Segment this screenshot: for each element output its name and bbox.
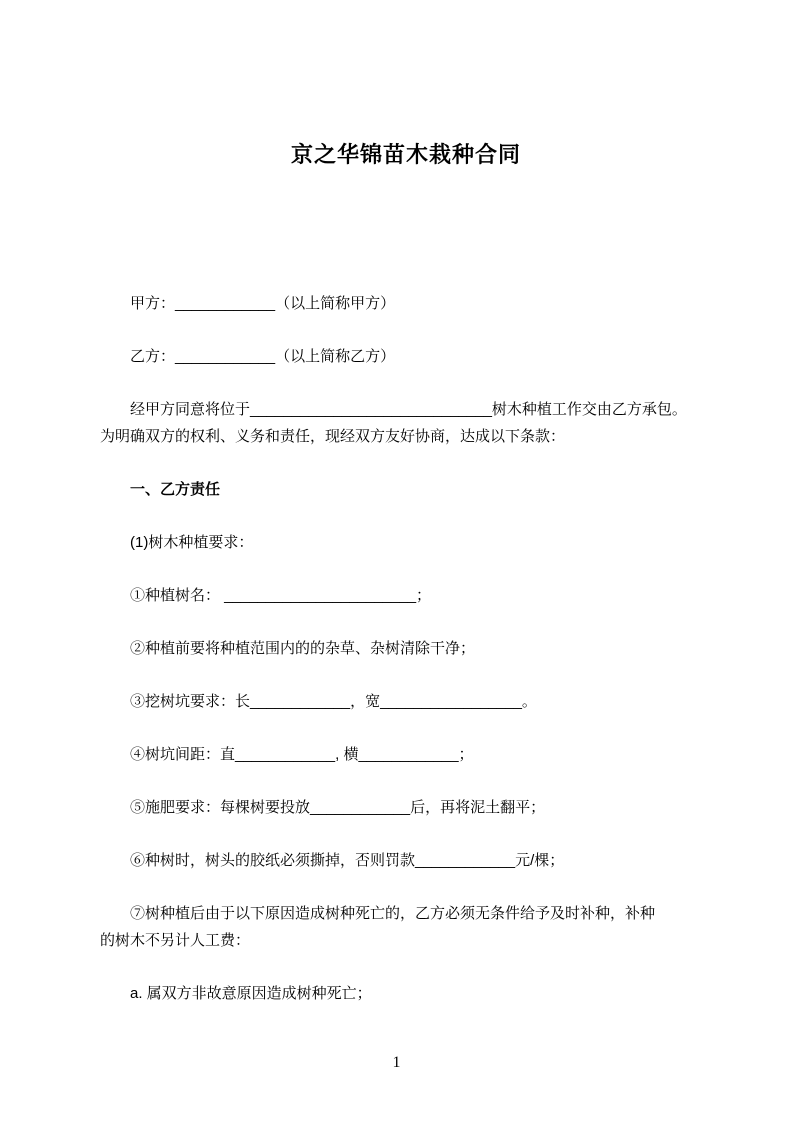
- document-title: 京之华锦苗木栽种合同: [290, 142, 521, 167]
- item-replanting-line-2: 的树木不另计人工费：: [100, 932, 251, 949]
- document-body: [100, 0, 712, 1007]
- item-weed-clearing: ②种植前要将种植范围内的的杂草、杂树清除干净；: [130, 640, 476, 657]
- party-a-line: 甲方：____________（以上简称甲方）: [130, 295, 396, 312]
- item-replanting-line-1: ⑦树种植后由于以下原因造成树种死亡的，乙方必须无条件给予及时补种，补种: [130, 905, 656, 922]
- item-tree-name: ①种植树名： _______________________；: [130, 587, 432, 604]
- party-b-line: 乙方：____________（以上简称乙方）: [130, 348, 396, 365]
- item-replanting: [100, 900, 712, 954]
- clause-planting-requirements: (1)树木种植要求：: [130, 534, 254, 551]
- intro-line-1: 经甲方同意将位于_____________________________树木种植工作交由乙方承包。: [130, 401, 687, 418]
- item-pit-spacing: ④树坑间距：直____________, 横____________；: [130, 746, 474, 763]
- intro-paragraph: [100, 396, 712, 450]
- item-fertilizer: ⑤施肥要求：每棵树要投放____________后，再将泥土翻平；: [130, 799, 546, 816]
- item-tape-removal: ⑥种树时，树头的胶纸必须撕掉，否则罚款____________元/棵；: [130, 852, 565, 869]
- item-replant-cause-a: a. 属双方非故意原因造成树种死亡；: [130, 985, 372, 1002]
- intro-line-2: 为明确双方的权利、义务和责任，现经双方友好协商，达成以下条款：: [100, 428, 566, 445]
- page-number: 1: [392, 1054, 401, 1071]
- section-one-heading: 一、乙方责任: [130, 481, 221, 498]
- item-pit-size: ③挖树坑要求：长____________，宽_________________。: [130, 693, 537, 710]
